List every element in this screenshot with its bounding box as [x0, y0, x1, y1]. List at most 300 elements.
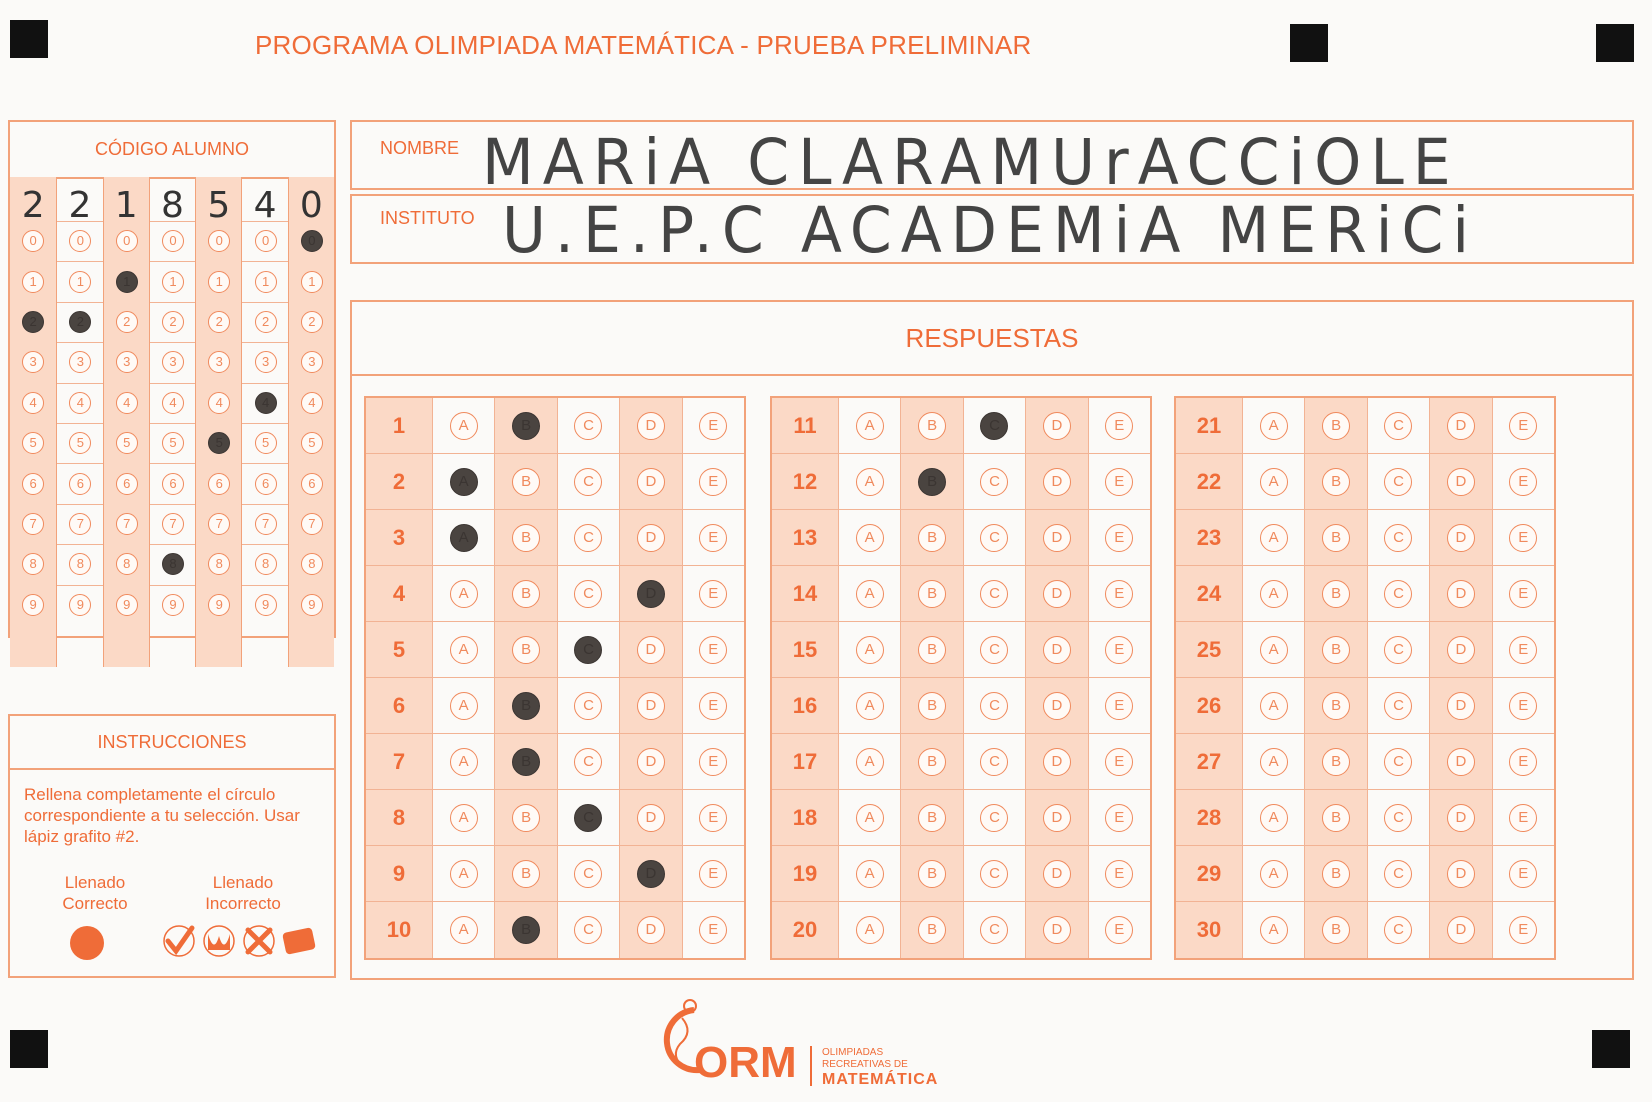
correct-fill-example-icon: [70, 926, 104, 960]
answer-bubble-c[interactable]: C: [574, 692, 602, 720]
answer-bubble-e[interactable]: E: [1105, 916, 1133, 944]
answer-bubble-b[interactable]: B: [1322, 636, 1350, 664]
answer-bubble-a[interactable]: A: [450, 916, 478, 944]
answer-bubble-e[interactable]: E: [699, 412, 727, 440]
answer-cell-c: [963, 454, 1025, 509]
code-bubble-7[interactable]: 7: [301, 513, 323, 535]
answer-bubble-e[interactable]: E: [1509, 412, 1537, 440]
answer-bubble-c[interactable]: C: [574, 916, 602, 944]
answer-bubble-b[interactable]: B: [512, 412, 540, 440]
answer-cell-e: [1088, 678, 1150, 733]
answer-cell-e: [1088, 902, 1150, 958]
answer-bubble-d[interactable]: D: [637, 916, 665, 944]
question-number: 14: [772, 566, 838, 621]
logo-text: ORM: [694, 1038, 797, 1087]
code-bubble-1[interactable]: 1: [255, 271, 277, 293]
code-bubble-3[interactable]: 3: [208, 351, 230, 373]
answer-bubble-c[interactable]: C: [1384, 524, 1412, 552]
code-handwritten-digit: 2: [21, 185, 45, 226]
answer-cell-d: [1025, 510, 1087, 565]
answer-cell-c: [557, 790, 619, 845]
code-bubble-6[interactable]: 6: [69, 473, 91, 495]
answer-bubble-a[interactable]: A: [1260, 468, 1288, 496]
code-handwritten-digit: 5: [207, 185, 231, 226]
answer-bubble-c[interactable]: C: [1384, 916, 1412, 944]
answer-bubble-b[interactable]: B: [918, 636, 946, 664]
answer-cell-c: [1367, 678, 1429, 733]
answer-bubble-a[interactable]: A: [1260, 636, 1288, 664]
instructions-panel: [8, 714, 336, 978]
answer-bubble-b[interactable]: B: [918, 692, 946, 720]
code-bubble-4[interactable]: 4: [255, 392, 277, 414]
code-bubble-1[interactable]: 1: [69, 271, 91, 293]
answer-bubble-e[interactable]: E: [699, 692, 727, 720]
answer-bubble-d[interactable]: D: [637, 636, 665, 664]
answer-bubble-b[interactable]: B: [1322, 412, 1350, 440]
answer-bubble-c[interactable]: C: [574, 524, 602, 552]
answer-bubble-d[interactable]: D: [1043, 636, 1071, 664]
answer-bubble-b[interactable]: B: [512, 524, 540, 552]
answer-bubble-c[interactable]: C: [1384, 748, 1412, 776]
answer-bubble-b[interactable]: B: [918, 748, 946, 776]
answer-bubble-b[interactable]: B: [1322, 524, 1350, 552]
answer-bubble-a[interactable]: A: [1260, 748, 1288, 776]
answer-cell-c: [963, 510, 1025, 565]
answer-bubble-a[interactable]: A: [1260, 412, 1288, 440]
answer-cell-a: [1242, 678, 1304, 733]
code-handwritten-digit: 0: [299, 185, 323, 226]
code-bubble-7[interactable]: 7: [162, 513, 184, 535]
code-bubble-7[interactable]: 7: [69, 513, 91, 535]
answer-cell-b: [900, 790, 962, 845]
answer-bubble-a[interactable]: A: [450, 468, 478, 496]
answer-bubble-a[interactable]: A: [856, 580, 884, 608]
answer-bubble-d[interactable]: D: [1043, 916, 1071, 944]
answer-bubble-a[interactable]: A: [450, 748, 478, 776]
code-bubble-2[interactable]: 2: [255, 311, 277, 333]
answer-bubble-c[interactable]: C: [1384, 804, 1412, 832]
answer-bubble-e[interactable]: E: [1105, 580, 1133, 608]
code-bubble-4[interactable]: 4: [69, 392, 91, 414]
code-bubble-3[interactable]: 3: [301, 351, 323, 373]
answer-bubble-a[interactable]: A: [856, 692, 884, 720]
answer-cell-e: [1492, 622, 1554, 677]
answer-bubble-b[interactable]: B: [512, 748, 540, 776]
code-bubble-9[interactable]: 9: [162, 594, 184, 616]
code-bubble-0[interactable]: 0: [22, 230, 44, 252]
code-handwritten-digit: 8: [161, 185, 184, 226]
answer-bubble-a[interactable]: A: [856, 524, 884, 552]
answer-bubble-e[interactable]: E: [1509, 468, 1537, 496]
answer-bubble-b[interactable]: B: [512, 692, 540, 720]
institute-value[interactable]: U.E.P.C ACADEMiA MERiCi: [502, 194, 1479, 268]
answer-bubble-b[interactable]: B: [918, 412, 946, 440]
code-bubble-4[interactable]: 4: [116, 392, 138, 414]
answer-bubble-d[interactable]: D: [1447, 860, 1475, 888]
answer-cell-a: [1242, 398, 1304, 453]
answer-bubble-e[interactable]: E: [1105, 412, 1133, 440]
answer-cell-a: [432, 622, 494, 677]
answer-bubble-c[interactable]: C: [980, 692, 1008, 720]
answer-bubble-a[interactable]: A: [856, 916, 884, 944]
answer-bubble-c[interactable]: C: [574, 636, 602, 664]
answer-bubble-d[interactable]: D: [1447, 412, 1475, 440]
answer-bubble-b[interactable]: B: [1322, 580, 1350, 608]
answer-bubble-e[interactable]: E: [1509, 636, 1537, 664]
answer-cell-b: [1304, 902, 1366, 958]
answer-bubble-d[interactable]: D: [1447, 636, 1475, 664]
answer-bubble-d[interactable]: D: [1043, 748, 1071, 776]
answer-bubble-a[interactable]: A: [856, 412, 884, 440]
code-bubble-4[interactable]: 4: [22, 392, 44, 414]
code-bubble-9[interactable]: 9: [22, 594, 44, 616]
institute-label: INSTITUTO: [380, 208, 475, 228]
answer-bubble-e[interactable]: E: [699, 916, 727, 944]
code-bubble-7[interactable]: 7: [22, 513, 44, 535]
answer-bubble-c[interactable]: C: [574, 860, 602, 888]
answer-bubble-b[interactable]: B: [1322, 748, 1350, 776]
question-number: 19: [772, 846, 838, 901]
answer-cell-b: [494, 734, 556, 789]
code-bubble-4[interactable]: 4: [162, 392, 184, 414]
answer-bubble-c[interactable]: C: [1384, 860, 1412, 888]
code-handwritten-digit: 1: [114, 185, 138, 226]
answer-bubble-c[interactable]: C: [1384, 580, 1412, 608]
answer-bubble-b[interactable]: B: [1322, 692, 1350, 720]
answer-bubble-a[interactable]: A: [450, 692, 478, 720]
code-bubble-8[interactable]: 8: [162, 553, 184, 575]
answer-cell-d: [1429, 678, 1491, 733]
answer-bubble-d[interactable]: D: [637, 804, 665, 832]
answer-bubble-d[interactable]: D: [1447, 524, 1475, 552]
code-bubble-1[interactable]: 1: [301, 271, 323, 293]
answer-cell-e: [682, 398, 744, 453]
answer-bubble-d[interactable]: D: [1447, 468, 1475, 496]
answer-bubble-c[interactable]: C: [980, 524, 1008, 552]
answer-bubble-e[interactable]: E: [699, 580, 727, 608]
answers-panel: [350, 300, 1634, 980]
question-number: 17: [772, 734, 838, 789]
answer-cell-b: [494, 846, 556, 901]
answer-bubble-b[interactable]: B: [1322, 860, 1350, 888]
name-value[interactable]: MARiA CLARAMUrACCiOLE: [482, 126, 1460, 200]
answer-cell-c: [557, 846, 619, 901]
answer-bubble-c[interactable]: C: [574, 468, 602, 496]
answer-cell-c: [963, 846, 1025, 901]
answer-cell-c: [963, 622, 1025, 677]
code-bubble-2[interactable]: 2: [162, 311, 184, 333]
answer-bubble-e[interactable]: E: [1105, 636, 1133, 664]
answer-bubble-d[interactable]: D: [637, 580, 665, 608]
answer-bubble-a[interactable]: A: [856, 860, 884, 888]
answer-row: [772, 790, 1150, 846]
code-bubble-5[interactable]: 5: [208, 432, 230, 454]
answer-bubble-d[interactable]: D: [1447, 580, 1475, 608]
answer-bubble-b[interactable]: B: [1322, 916, 1350, 944]
answer-bubble-a[interactable]: A: [450, 804, 478, 832]
code-bubble-2[interactable]: 2: [69, 311, 91, 333]
code-bubble-8[interactable]: 8: [301, 553, 323, 575]
code-bubble-0[interactable]: 0: [69, 230, 91, 252]
code-bubble-2[interactable]: 2: [22, 311, 44, 333]
code-bubble-1[interactable]: 1: [22, 271, 44, 293]
code-bubble-6[interactable]: 6: [301, 473, 323, 495]
code-column-5: [195, 177, 241, 667]
answer-bubble-b[interactable]: B: [918, 468, 946, 496]
answer-bubble-a[interactable]: A: [1260, 692, 1288, 720]
answer-bubble-e[interactable]: E: [1509, 860, 1537, 888]
code-bubble-9[interactable]: 9: [255, 594, 277, 616]
code-bubble-4[interactable]: 4: [208, 392, 230, 414]
answer-cell-a: [432, 734, 494, 789]
answer-bubble-e[interactable]: E: [1509, 748, 1537, 776]
answer-bubble-e[interactable]: E: [699, 748, 727, 776]
answer-bubble-e[interactable]: E: [1105, 524, 1133, 552]
answer-bubble-e[interactable]: E: [1509, 580, 1537, 608]
answer-bubble-c[interactable]: C: [1384, 636, 1412, 664]
code-bubble-9[interactable]: 9: [69, 594, 91, 616]
answer-bubble-e[interactable]: E: [699, 860, 727, 888]
answer-cell-b: [1304, 622, 1366, 677]
answer-cell-c: [557, 734, 619, 789]
code-bubble-3[interactable]: 3: [255, 351, 277, 373]
answer-cell-d: [1025, 790, 1087, 845]
code-bubble-2[interactable]: 2: [116, 311, 138, 333]
answer-bubble-d[interactable]: D: [637, 860, 665, 888]
answer-cell-b: [494, 510, 556, 565]
code-bubble-9[interactable]: 9: [116, 594, 138, 616]
answer-bubble-d[interactable]: D: [1043, 468, 1071, 496]
answer-bubble-d[interactable]: D: [1043, 804, 1071, 832]
answer-cell-c: [1367, 902, 1429, 958]
answer-bubble-d[interactable]: D: [1043, 692, 1071, 720]
answer-bubble-a[interactable]: A: [1260, 804, 1288, 832]
answer-bubble-d[interactable]: D: [1447, 916, 1475, 944]
answer-bubble-e[interactable]: E: [699, 468, 727, 496]
answer-bubble-c[interactable]: C: [980, 748, 1008, 776]
question-number: 8: [366, 790, 432, 845]
code-bubble-0[interactable]: 0: [116, 230, 138, 252]
code-bubble-4[interactable]: 4: [301, 392, 323, 414]
answer-bubble-e[interactable]: E: [1509, 804, 1537, 832]
answer-bubble-b[interactable]: B: [512, 860, 540, 888]
code-bubble-6[interactable]: 6: [116, 473, 138, 495]
code-bubble-2[interactable]: 2: [208, 311, 230, 333]
answer-bubble-d[interactable]: D: [1043, 524, 1071, 552]
answer-cell-a: [432, 510, 494, 565]
answer-bubble-b[interactable]: B: [512, 580, 540, 608]
answer-row: [1176, 622, 1554, 678]
answer-bubble-a[interactable]: A: [856, 468, 884, 496]
code-bubble-6[interactable]: 6: [22, 473, 44, 495]
question-number: 29: [1176, 846, 1242, 901]
answer-bubble-e[interactable]: E: [1105, 804, 1133, 832]
answer-bubble-b[interactable]: B: [1322, 804, 1350, 832]
answer-cell-e: [1088, 454, 1150, 509]
answer-row: [1176, 902, 1554, 958]
answer-row: [1176, 510, 1554, 566]
answer-bubble-a[interactable]: A: [450, 860, 478, 888]
code-bubble-5[interactable]: 5: [22, 432, 44, 454]
code-bubble-7[interactable]: 7: [116, 513, 138, 535]
code-bubble-1[interactable]: 1: [162, 271, 184, 293]
code-bubble-8[interactable]: 8: [116, 553, 138, 575]
answer-row: [1176, 566, 1554, 622]
answer-cell-b: [900, 510, 962, 565]
code-bubble-2[interactable]: 2: [301, 311, 323, 333]
answer-cell-a: [432, 790, 494, 845]
code-bubble-1[interactable]: 1: [116, 271, 138, 293]
answer-bubble-e[interactable]: E: [1105, 468, 1133, 496]
answer-cell-d: [619, 454, 681, 509]
answer-bubble-a[interactable]: A: [450, 524, 478, 552]
answer-bubble-c[interactable]: C: [574, 580, 602, 608]
code-bubble-8[interactable]: 8: [69, 553, 91, 575]
answer-bubble-a[interactable]: A: [1260, 580, 1288, 608]
answer-bubble-b[interactable]: B: [918, 524, 946, 552]
answer-cell-d: [1025, 622, 1087, 677]
answer-bubble-b[interactable]: B: [512, 636, 540, 664]
answer-bubble-e[interactable]: E: [1105, 860, 1133, 888]
answer-bubble-d[interactable]: D: [1043, 580, 1071, 608]
answer-cell-a: [838, 678, 900, 733]
answer-bubble-e[interactable]: E: [699, 636, 727, 664]
answer-cell-a: [838, 902, 900, 958]
answer-cell-c: [557, 398, 619, 453]
answer-bubble-a[interactable]: A: [856, 804, 884, 832]
code-bubble-6[interactable]: 6: [162, 473, 184, 495]
answer-bubble-c[interactable]: C: [980, 412, 1008, 440]
code-bubble-7[interactable]: 7: [255, 513, 277, 535]
answer-bubble-b[interactable]: B: [512, 916, 540, 944]
answer-bubble-e[interactable]: E: [1105, 748, 1133, 776]
answer-bubble-d[interactable]: D: [1447, 748, 1475, 776]
answer-bubble-e[interactable]: E: [1509, 524, 1537, 552]
answer-bubble-c[interactable]: C: [980, 804, 1008, 832]
code-bubble-3[interactable]: 3: [162, 351, 184, 373]
answer-cell-d: [619, 846, 681, 901]
answers-title: RESPUESTAS: [352, 302, 1632, 376]
answer-cell-d: [1429, 734, 1491, 789]
answer-bubble-d[interactable]: D: [1043, 412, 1071, 440]
answers-block-3: [1174, 396, 1556, 960]
answer-bubble-a[interactable]: A: [1260, 860, 1288, 888]
answer-bubble-b[interactable]: B: [918, 916, 946, 944]
answer-bubble-c[interactable]: C: [1384, 412, 1412, 440]
code-column-1: [10, 177, 56, 667]
answer-bubble-c[interactable]: C: [980, 468, 1008, 496]
answer-bubble-c[interactable]: C: [980, 916, 1008, 944]
code-bubble-9[interactable]: 9: [208, 594, 230, 616]
code-bubble-8[interactable]: 8: [255, 553, 277, 575]
answer-bubble-a[interactable]: A: [856, 636, 884, 664]
answer-bubble-c[interactable]: C: [574, 804, 602, 832]
code-bubble-9[interactable]: 9: [301, 594, 323, 616]
answer-row: [366, 678, 744, 734]
answer-bubble-d[interactable]: D: [1043, 860, 1071, 888]
code-bubble-3[interactable]: 3: [22, 351, 44, 373]
answer-bubble-c[interactable]: C: [1384, 692, 1412, 720]
answer-cell-c: [1367, 622, 1429, 677]
answer-bubble-e[interactable]: E: [1105, 692, 1133, 720]
answer-bubble-b[interactable]: B: [512, 468, 540, 496]
answer-bubble-b[interactable]: B: [1322, 468, 1350, 496]
answer-bubble-b[interactable]: B: [918, 804, 946, 832]
code-bubble-1[interactable]: 1: [208, 271, 230, 293]
code-bubble-5[interactable]: 5: [162, 432, 184, 454]
code-bubble-6[interactable]: 6: [255, 473, 277, 495]
answer-bubble-d[interactable]: D: [1447, 804, 1475, 832]
answer-bubble-d[interactable]: D: [637, 748, 665, 776]
answer-cell-c: [1367, 734, 1429, 789]
answer-cell-b: [1304, 566, 1366, 621]
answer-bubble-a[interactable]: A: [450, 580, 478, 608]
answer-bubble-c[interactable]: C: [980, 636, 1008, 664]
code-bubble-3[interactable]: 3: [116, 351, 138, 373]
answer-bubble-b[interactable]: B: [918, 580, 946, 608]
code-bubble-5[interactable]: 5: [255, 432, 277, 454]
answer-bubble-c[interactable]: C: [980, 860, 1008, 888]
answer-bubble-d[interactable]: D: [637, 468, 665, 496]
answer-cell-b: [494, 622, 556, 677]
answer-bubble-a[interactable]: A: [450, 636, 478, 664]
answer-row: [1176, 454, 1554, 510]
answer-bubble-a[interactable]: A: [1260, 524, 1288, 552]
code-bubble-0[interactable]: 0: [208, 230, 230, 252]
answer-cell-a: [838, 846, 900, 901]
answer-cell-d: [1429, 846, 1491, 901]
answer-bubble-d[interactable]: D: [1447, 692, 1475, 720]
question-number: 3: [366, 510, 432, 565]
answer-bubble-c[interactable]: C: [574, 412, 602, 440]
code-bubble-5[interactable]: 5: [69, 432, 91, 454]
answer-cell-a: [1242, 622, 1304, 677]
code-bubble-5[interactable]: 5: [301, 432, 323, 454]
answer-bubble-d[interactable]: D: [637, 692, 665, 720]
code-bubble-7[interactable]: 7: [208, 513, 230, 535]
overfill-mark-icon: [282, 924, 316, 958]
answer-bubble-e[interactable]: E: [1509, 916, 1537, 944]
code-bubble-3[interactable]: 3: [69, 351, 91, 373]
code-bubble-6[interactable]: 6: [208, 473, 230, 495]
answer-bubble-e[interactable]: E: [699, 804, 727, 832]
answer-bubble-e[interactable]: E: [699, 524, 727, 552]
code-bubble-0[interactable]: 0: [301, 230, 323, 252]
question-number: 11: [772, 398, 838, 453]
answer-cell-e: [682, 510, 744, 565]
answer-bubble-d[interactable]: D: [637, 524, 665, 552]
answer-bubble-d[interactable]: D: [637, 412, 665, 440]
code-handwritten-digit: 4: [253, 185, 277, 226]
answer-bubble-b[interactable]: B: [918, 860, 946, 888]
code-bubble-0[interactable]: 0: [255, 230, 277, 252]
answer-cell-a: [1242, 454, 1304, 509]
code-bubble-8[interactable]: 8: [208, 553, 230, 575]
code-bubble-8[interactable]: 8: [22, 553, 44, 575]
answer-bubble-c[interactable]: C: [980, 580, 1008, 608]
code-bubble-0[interactable]: 0: [162, 230, 184, 252]
answer-bubble-c[interactable]: C: [574, 748, 602, 776]
answer-bubble-e[interactable]: E: [1509, 692, 1537, 720]
answer-bubble-a[interactable]: A: [856, 748, 884, 776]
answer-bubble-c[interactable]: C: [1384, 468, 1412, 496]
answer-bubble-b[interactable]: B: [512, 804, 540, 832]
code-bubble-5[interactable]: 5: [116, 432, 138, 454]
answer-cell-c: [963, 566, 1025, 621]
answer-cell-a: [1242, 790, 1304, 845]
answer-bubble-a[interactable]: A: [1260, 916, 1288, 944]
answer-bubble-a[interactable]: A: [450, 412, 478, 440]
